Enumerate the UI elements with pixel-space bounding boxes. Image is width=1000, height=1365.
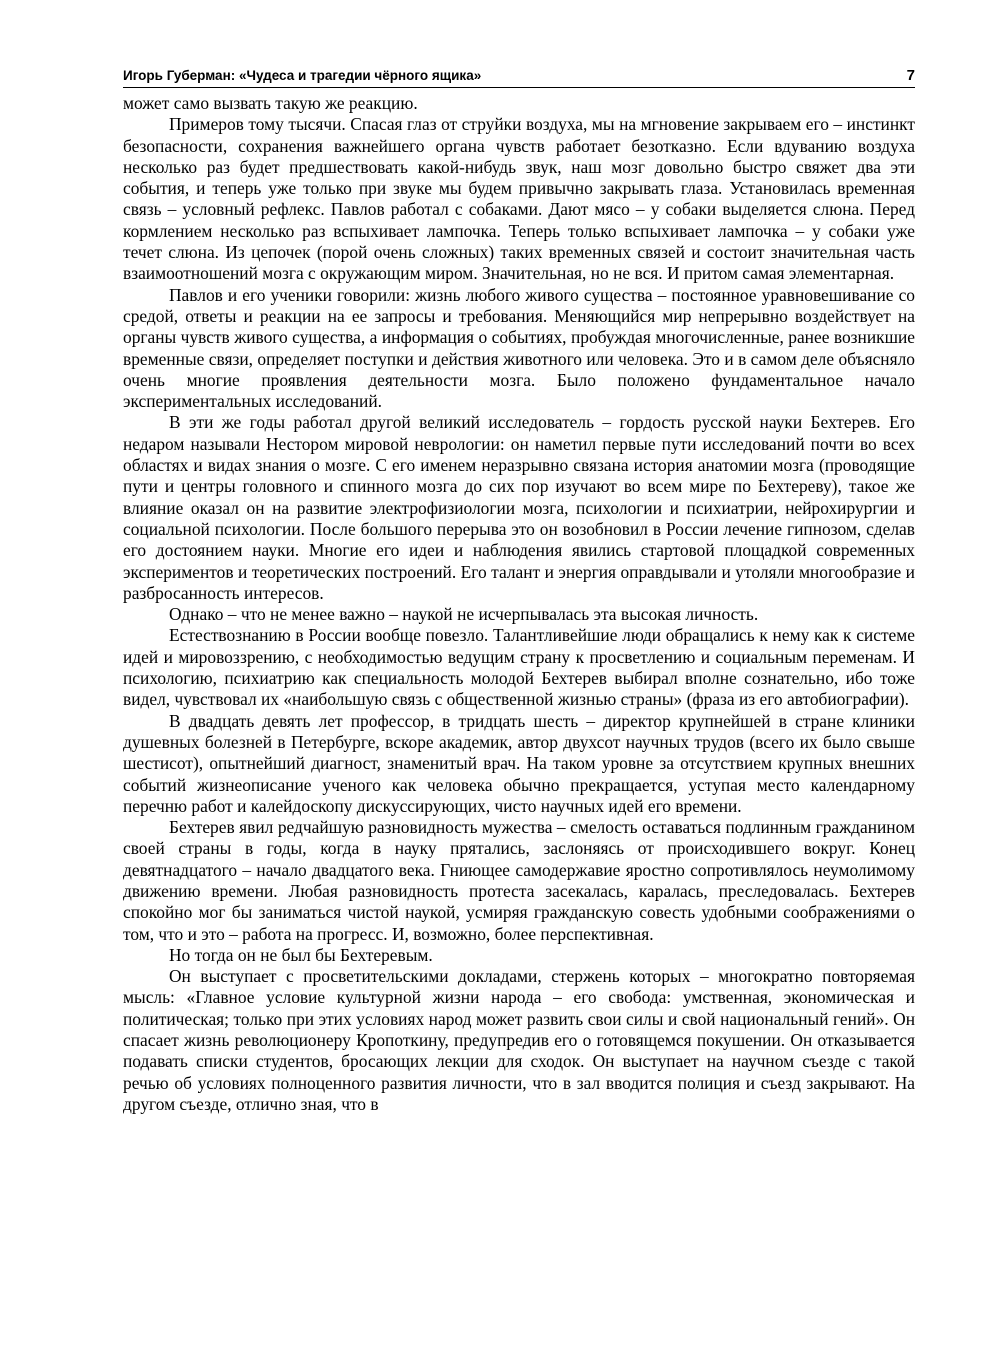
paragraph: Однако – что не менее важно – наукой не исчерпывалась эта высокая личность.	[169, 604, 759, 625]
page	[123, 68, 915, 1115]
paragraph: Он выступает с просветительскими докладами, стержень которых – многократно повторяемая мысль: «Главное условие культурной жизни народа – его свобода: умственная, экономическая и политическая; только при этих условиях народ может развить свои силы и свой национальный гений». Он спасает жизнь революционеру Кропоткину, предупредив его о готовящемся покушении. Он отказывается подавать списки студентов, бросающих лекции для сходок. Он выступает на научном съезде с такой речью об условиях полноценного развития личности, что в зал вводится полиция и съезд закрывают. На другом съезде, отлично зная, что в	[123, 966, 915, 1114]
paragraph: Павлов и его ученики говорили: жизнь любого живого существа – постоянное уравновешивание со средой, ответы и реакции на ее запросы и требования. Меняющийся мир непрерывно воздействует на органы чувств живого существа, а информация о событиях, пробуждая многочисленные, ранее возникшие временные связи, определяет поступки и действия животного или человека. Это и в самом деле объясняло очень многие проявления деятельности мозга. Было положено фундаментальное начало экспериментальных исследований.	[123, 284, 915, 412]
page-number: 7	[906, 67, 915, 84]
paragraph-continuation: может само вызвать такую же реакцию.	[123, 93, 418, 113]
paragraph: В двадцать девять лет профессор, в тридцать шесть – директор крупнейшей в стране клиники душевных болезней в Петербурге, вскоре академик, автор двухсот научных трудов (всего их было свыше шестисот), опытнейший диагност, знаменитый врач. На таком уровне за отсутствием крупных внешних событий жизнеописание ученого как человека обычно прекращается, уступая место календарному перечню работ и калейдоскопу дискуссирующих, чисто научных идей его времени.	[123, 710, 915, 816]
paragraph: Естествознанию в России вообще повезло. Талантливейшие люди обращались к нему как к системе идей и мировоззрению, с необходимостью ведущим страну к просветлению и социальным переменам. И психологию, психиатрию как специальность молодой Бехтерев выбирал вполне сознательно, ибо тоже видел, чувствовал их «наибольшую связь с общественной жизнью страны» (фраза из его автобиографии).	[123, 625, 915, 710]
running-header	[123, 68, 915, 88]
paragraph: Бехтерев явил редчайшую разновидность мужества – смелость оставаться подлинным гражданином своей страны в годы, когда в науку прятались, заслоняясь от происходившего вокруг. Конец девятнадцатого – начало двадцатого века. Гниющее самодержавие яростно сопротивлялось неумолимому движению времени. Любая разновидность протеста засекалась, каралась, преследовалась. Бехтерев спокойно мог бы заниматься чистой наукой, усмиряя гражданскую совесть удобными соображениями о том, что и это – работа на прогресс. И, возможно, более перспективная.	[123, 817, 915, 944]
paragraph: Но тогда он не был бы Бехтеревым.	[169, 944, 433, 965]
paragraph: Примеров тому тысячи. Спасая глаз от струйки воздуха, мы на мгновение закрываем его – инстинкт безопасности, сохранения важнейшего органа чувств работает безотказно. Если вдуванию воздуха несколько раз будет предшествовать какой-нибудь звук, наш мозг довольно быстро свяжет два эти события, и теперь уже только при звуке мы будем привычно закрывать глаза. Установилась временная связь – условный рефлекс. Павлов работал с собаками. Дают мясо – у собаки выделяется слюна. Перед кормлением несколько раз вспыхивает лампочка. Теперь только вспыхивает лампочка – у собаки уже течет слюна. Из цепочек (порой очень сложных) таких временных связей и состоит значительная часть взаимоотношений мозга с окружающим миром. Значительная, но не вся. И притом самая элементарная.	[123, 114, 915, 284]
body-text	[123, 93, 915, 1115]
header-title: Игорь Губерман: «Чудеса и трагедии чёрного ящика»	[123, 68, 482, 83]
paragraph: В эти же годы работал другой великий исследователь – гордость русской науки Бехтерев. Его недаром называли Нестором мировой неврологии: он наметил первые пути исследований почти во всех областях и видах знания о мозге. С его именем неразрывно связана история анатомии мозга (проводящие пути и центры головного и спинного мозга до сих пор изучают во всем мире по Бехтереву), такое же влияние оказал он на развитие электрофизиологии мозга, психологии и психиатрии, нейрохирургии и социальной психологии. После большого перерыва это он возобновил в России лечение гипнозом, сделав его достоянием науки. Многие его идеи и наблюдения явились стартовой площадкой современных экспериментов и теоретических построений. Его талант и энергия оправдывали и утоляли многообразие и разбросанность интересов.	[123, 412, 915, 603]
